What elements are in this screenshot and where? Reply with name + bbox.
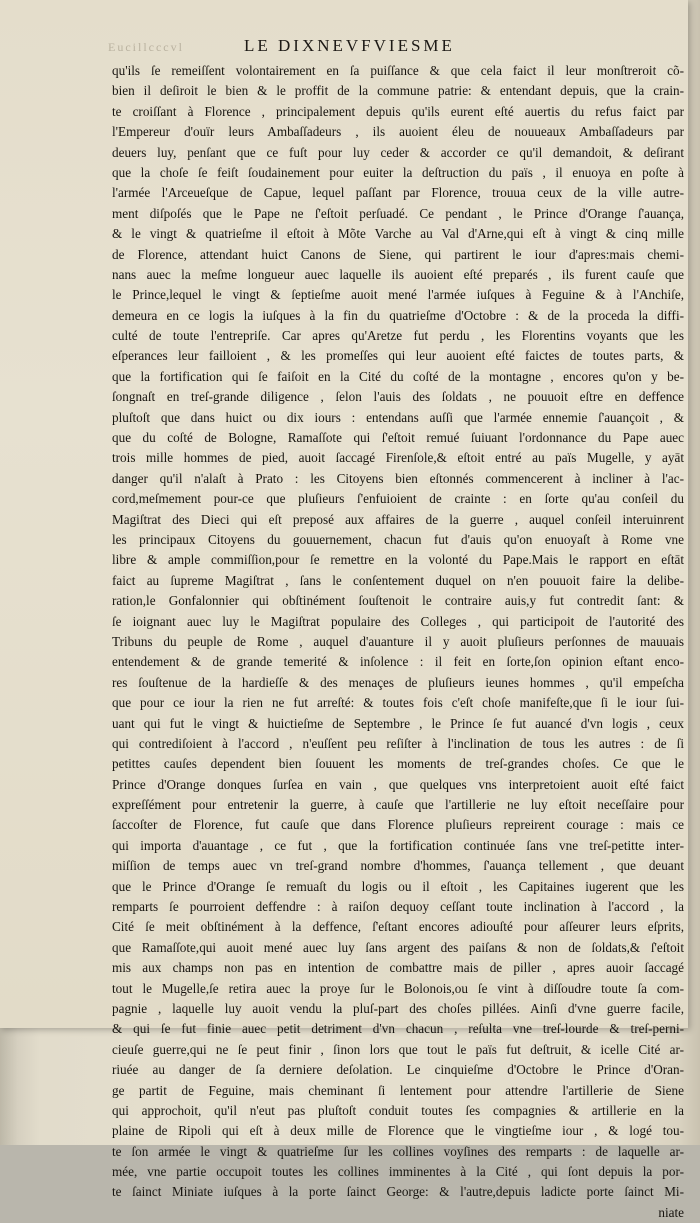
text-line: & le vingt & quatrieſme il eſtoit à Mõte Varche au Val d'Arne,qui eſt à vingt & cinq mille [112,226,684,242]
bleed-through-text: Eucillcccvl [108,40,184,54]
text-line: te croiſſant à Florence , principalement depuis qu'ils eurent eſté auertis du refus faict par [112,103,684,119]
text-line: pluſtoſt que dans huict ou dix iours : entendans auſſi que l'armée ennemie ſ'auançoit , & [112,409,684,425]
text-line: les principaux Citoyens du gouuernement, chacun fut d'auis qu'on enuoyaſt à Rome vne [112,531,684,547]
text-line: Cité ſe meit obſtinément à la deffence, ſ'eſtant encores adiouſté pour aſſeurer leurs eſprits, [112,919,684,935]
text-line: faict au ſupreme Magiſtrat , ſans le conſentement duquel on n'en pouuoit faire la delibe- [112,572,684,588]
text-line: res ſouſtenue de la hardieſſe & des menaçes de pluſieurs ieunes hommes , qu'il empeſcha [112,674,684,690]
text-line: expreſſément pour entretenir la guerre, à cauſe que l'artillerie ne luy eſtoit neceſſaire pour [112,797,684,813]
text-line: Magiſtrat des Dieci qui eſt preposé aux affaires de la guerre , auquel conſeil interuinrent [112,511,684,527]
text-line: culté de toute l'entrepriſe. Car apres qu'Aretze fut perdu , les Florentins voyants que les [112,328,684,344]
text-line: l'armée l'Arceueſque de Capue, lequel paſſant par Florence, trouua ceux de la ville autre- [112,185,684,201]
text-line: petittes cauſes dependent bien ſouuent les moments de treſ-grandes choſes. Ce que le [112,756,684,772]
text-line: eſperances leur failloient , & les promeſſes qui leur auoient eſté faictes de toutes parts, & [112,348,684,364]
text-line: que la choſe ſe feiſt ſoudainement pour euiter la deſtruction du païs , il enuoya en poſte à [112,164,684,180]
text-line: te ſainct Miniate iuſques à la porte ſainct George: & l'autre,depuis ladicte porte ſainct Mi- [112,1184,684,1200]
text-line: tout le Mugelle,ſe retira auec la proye ſur le Bolonois,ou ſe vint à diſſoudre toute ſa com- [112,980,684,996]
text-line: remparts ſe pourroient deffendre : à raiſon dequoy ceſſant toute inclination à l'accord , la [112,899,684,915]
text-line: plaine de Ripoli qui eſt à deux mille de Florence que le vingtieſme iour , & logé tou- [112,1123,684,1139]
text-line: cieuſe guerre,qui ne ſe peut finir , ſinon lors que tout le païs fut deſtruit, & icelle Cité ar- [112,1041,684,1057]
text-line: Tribuns du peuple de Rome , auquel d'auanture il y auoit pluſieurs perſonnes de mauuais [112,633,684,649]
text-line: riuée au danger de ſa derniere deſolation. Le cinquieſme d'Octobre le Prince d'Oran- [112,1062,684,1078]
text-line: qu'ils ſe remeiſſent volontairement en ſa puiſſance & que cela faict il leur monſtreroit cõ- [112,63,684,78]
text-line: niate [658,1204,684,1220]
text-line: ſongnaſt en treſ-grande diligence , ſelon l'auis des ſoldats , ne pouuoit eſtre en deffence [112,389,684,405]
text-line: que le Prince d'Orange ſe remuaſt du logis ou il eſtoit , les Capitaines iugerent que les [112,878,684,894]
body-text [112,61,684,1223]
text-line: miſſion de temps auec vn treſ-grand nombre d'hommes, ſ'auança tellement , que deuant [112,858,684,874]
text-line: Prince d'Orange donques ſurſea en vain , que quelques vns interpretoient auoit eſté faict [112,776,684,792]
text-line: que Ramaſſote,qui auoit mené auec luy ſans argent des paiſans & non de ſoldats,& ſ'eſtoit [112,939,684,955]
text-line: le Prince,lequel le vingt & ſeptieſme auoit mené l'armée iuſques à Feguine & à l'Anchiſe, [112,287,684,303]
text-line: que la fortification qui ſe faiſoit en la Cité du coſté de la montagne , encores qu'on y be- [112,368,684,384]
text-line: uant qui fut le vingt & huictieſme de Septembre , le Prince ſe fut auancé d'vn logis , ceux [112,715,684,731]
text-line: te ſon armée le vingt & quatrieſme ſur les collines voyſines des remparts : de laquelle ar- [112,1143,684,1159]
text-line: danger qu'il n'alaſt à Prato : les Citoyens bien eſtonnés commencerent à incliner à l'ac- [112,470,684,486]
text-line: mée, vne partie occupoit toutes les collines imminentes à la Cité , qui ſont depuis la por- [112,1164,684,1180]
text-line: demeura en ce logis la iuſques à la fin du quatrieſme d'Octobre : & de la proceda la diffi- [112,307,684,323]
text-line: l'Empereur d'ouïr leurs Ambaſſadeurs , ils auoient éleu de nouueaux Ambaſſadeurs par [112,124,684,140]
text-line: mis aux champs non pas en intention de combattre mais de piller , apres auoir ſaccagé [112,960,684,976]
text-line: bien il deſiroit le bien & le proffit de la commune patrie: & entendant depuis, que la crain- [112,83,684,99]
running-head: LE DIXNEVFVIESME [244,36,455,55]
text-line: & qui ſe fut finie auec petit detriment d'vn chacun , reſulta vne treſ-lourde & treſ-perni- [112,1021,684,1037]
text-line: qui importa d'auantage , ce fut , que la fortification continuée ſans vne treſ-petitte inter- [112,837,684,853]
text-line: que du coſté de Bologne, Ramaſſote qui ſ'eſtoit remué ſuiuant l'ordonnance du Pape auec [112,430,684,446]
text-line: nans auec la meſme longueur auec laquelle ils auoient eſté preparés , ils furent cauſe que [112,266,684,282]
text-line: pagnie , laquelle luy auoit vendu la pluſ-part des choſes pillées. Ainſi d'vne guerre facile, [112,1000,684,1016]
text-line: ge partit de Feguine, mais cheminant ſi lentement pour attendre l'artillerie de Siene [112,1082,684,1098]
text-line: qui contrediſoient à l'accord , n'euſſent peu reſiſter à l'inclination de tous les autres : de ſi [112,735,684,751]
text-line: cord,meſmement pour-ce que pluſieurs ſ'enfuioient de crainte : en ſorte qu'au conſeil du [112,491,684,507]
text-line: de Florence, attendant huict Canons de Siene, qui partirent le iour d'apres:mais chemi- [112,246,684,262]
text-line: qui approchoit, qu'il n'eut pas pluſtoſt conduit toutes ſes compagnies & artillerie en la [112,1102,684,1118]
text-line: ſaccoſter de Florence, fut cauſe que dans Florence pluſieurs repreirent courage : mais ce [112,817,684,833]
text-line: trois mille hommes de pied, auoit ſaccagé Firenſole,& eſtoit entré au païs Mugelle, y ayāt [112,450,684,466]
text-line: ſe ioignant auec luy le Magiſtrat populaire des Colleges , qui participoit de l'autorité des [112,613,684,629]
text-line: deuers luy, penſant que ce fuſt pour luy ceder & accorder ce qu'il demandoit, & deſirant [112,144,684,160]
text-line: ration,le Gonfalonnier qui obſtinément ſouſtenoit le contraire auis,y fut contredit ſant: & [112,593,684,609]
text-line: libre & ample commiſſion,pour ſe remettre en la volonté du Pape.Mais le rapport en eſtāt [112,552,684,568]
text-line: que pour ce iour la rien ne fut arreſté: & toutes fois c'eſt choſe manifeſte,que ſi le iour ſui- [112,695,684,711]
text-line: entendement & de grande temerité & inſolence : il feit en ſorte,ſon opinion eſtant enco- [112,654,684,670]
text-line: ment diſpoſés que le Pape ne ſ'eſtoit perſuadé. Ce pendant , le Prince d'Orange ſ'auança, [112,205,684,221]
